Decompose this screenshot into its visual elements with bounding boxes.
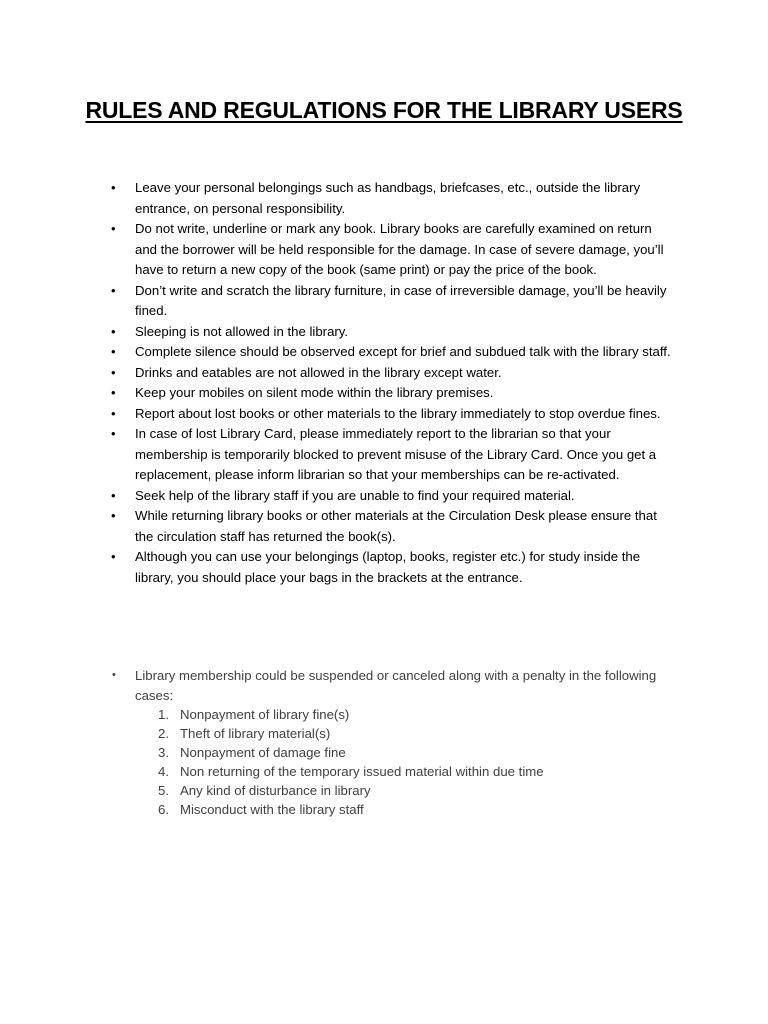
rule-text: Sleeping is not allowed in the library.: [135, 323, 349, 339]
rule-item: [0, 547, 768, 588]
rule-text: Don’t write and scratch the library furniture, in case of irreversible damage, you’ll be heavily fined.: [135, 282, 667, 318]
rule-text: Although you can use your belongings (laptop, books, register etc.) for study inside the library, you should place your bags in the brackets at the entrance.: [135, 549, 641, 585]
bullet-icon: •: [111, 549, 116, 564]
case-number: 2.: [158, 726, 169, 741]
rule-item: [0, 342, 768, 363]
rule-text: Report about lost books or other materials to the library immediately to stop overdue fines.: [135, 405, 661, 421]
case-number: 1.: [158, 707, 169, 722]
rule-item: [0, 363, 768, 384]
rule-item: [0, 383, 768, 404]
bullet-icon: •: [111, 180, 116, 195]
page-title: RULES AND REGULATIONS FOR THE LIBRARY USERS: [85, 97, 683, 123]
case-text: Misconduct with the library staff: [180, 802, 364, 817]
bullet-icon: •: [111, 344, 116, 359]
bullet-icon: •: [111, 221, 116, 236]
penalty-case: [0, 800, 768, 819]
case-text: Nonpayment of damage fine: [180, 745, 346, 760]
case-text: Any kind of disturbance in library: [180, 783, 371, 798]
rule-text: Keep your mobiles on silent mode within the library premises.: [135, 385, 494, 400]
bullet-icon: •: [111, 364, 116, 380]
penalty-case: [0, 781, 768, 800]
penalty-section: [0, 666, 768, 819]
rule-item: [0, 178, 768, 219]
penalty-case: [0, 762, 768, 781]
rules-list: [0, 178, 768, 588]
case-number: 3.: [158, 745, 169, 760]
rule-text: Do not write, underline or mark any book. Library books are carefully examined on return and the borrower will be held responsible for the damage. In case of severe damage, you’ll have to return a new copy of the book (same print) or pay the price of the book.: [135, 221, 664, 277]
rule-text: Complete silence should be observed except for brief and subdued talk with the library staff.: [135, 344, 671, 359]
penalty-cases-list: [0, 705, 768, 819]
rule-item: [0, 404, 768, 425]
rule-text: Seek help of the library staff if you are unable to find your required material.: [135, 487, 575, 503]
rule-item: [0, 281, 768, 322]
rule-text: Leave your personal belongings such as handbags, briefcases, etc., outside the library entrance, on personal responsibility.: [135, 180, 641, 216]
bullet-icon: •: [111, 405, 116, 421]
bullet-icon: •: [111, 426, 116, 441]
rule-item: [0, 219, 768, 281]
bullet-icon: •: [111, 508, 116, 523]
penalty-item: [0, 666, 768, 705]
penalty-case: [0, 724, 768, 743]
rule-item: [0, 424, 768, 486]
bullet-icon: •: [111, 487, 116, 503]
case-number: 6.: [158, 802, 169, 817]
rule-text: In case of lost Library Card, please immediately report to the librarian so that your membership is temporarily blocked to prevent misuse of the Library Card. Once you get a replacement, please inform librarian so that your memberships can be re-activated.: [135, 426, 657, 482]
bullet-icon: •: [112, 669, 116, 681]
rule-item: [0, 322, 768, 343]
bullet-icon: •: [111, 385, 116, 400]
case-text: Theft of library material(s): [180, 726, 331, 741]
case-text: Non returning of the temporary issued material within due time: [180, 764, 544, 779]
rule-item: [0, 486, 768, 507]
bullet-icon: •: [111, 282, 116, 298]
penalty-case: [0, 705, 768, 724]
case-number: 5.: [158, 783, 169, 798]
case-number: 4.: [158, 764, 169, 779]
rule-item: [0, 506, 768, 547]
case-text: Nonpayment of library fine(s): [180, 707, 350, 722]
rule-text: While returning library books or other materials at the Circulation Desk please ensure that the circulation staff has returned the book(s).: [135, 508, 657, 544]
bullet-icon: •: [111, 323, 116, 339]
penalty-case: [0, 743, 768, 762]
penalty-intro: Library membership could be suspended or canceled along with a penalty in the following cases:: [135, 668, 657, 703]
rule-text: Drinks and eatables are not allowed in the library except water.: [135, 364, 502, 380]
